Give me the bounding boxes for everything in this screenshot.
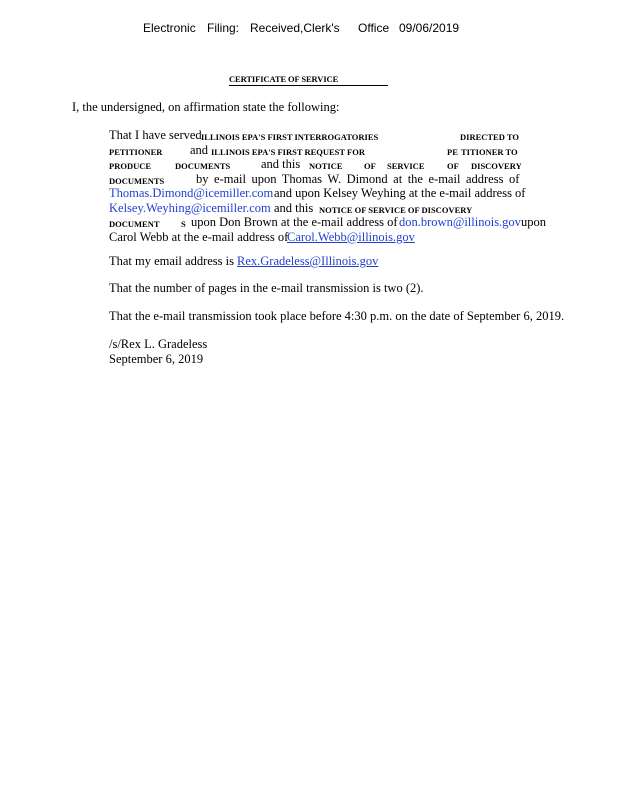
document-name: TITIONER TO [461, 146, 518, 157]
header-received: Received,Clerk's [250, 21, 340, 35]
email-link-brown[interactable]: don.brown@illinois.gov [399, 215, 521, 229]
service-text: and this [261, 157, 301, 171]
document-name: S [181, 219, 186, 229]
email-link-dimond[interactable]: Thomas.Dimond@icemiller.com [109, 186, 274, 200]
service-text: by e-mail upon Thomas W. Dimond at the e-mail address of [196, 171, 520, 186]
service-text: upon Don Brown at the e-mail address of [191, 215, 398, 229]
service-text: upon [521, 215, 546, 229]
document-name: PETITIONER [109, 146, 163, 157]
signature-name: /s/Rex L. Gradeless [109, 337, 208, 351]
document-name: NOTICE [309, 161, 343, 171]
statement-text: That the number of pages in the e-mail transmission is two (2). [109, 281, 424, 295]
document-name: DOCUMENT [109, 219, 160, 229]
email-link-webb[interactable]: Carol.Webb@illinois.gov [287, 229, 415, 244]
signature-block [109, 337, 207, 366]
document-name: PE [447, 146, 458, 157]
service-paragraph [109, 128, 549, 244]
document-name: NOTICE OF SERVICE OF DISCOVERY [319, 204, 473, 215]
service-text: Carol Webb at the e-mail address of [109, 229, 289, 244]
header-filing: Filing: [207, 21, 240, 35]
email-link-weyhing[interactable]: Kelsey.Weyhing@icemiller.com [109, 200, 271, 215]
email-address-paragraph [109, 254, 549, 269]
document-name: ILLINOIS EPA'S FIRST INTERROGATORIES [201, 132, 379, 142]
statement-text: That the e-mail transmission took place before 4:30 p.m. on the date of September 6, 2019. [109, 309, 565, 323]
service-text: That I have served [109, 128, 202, 142]
document-name: SERVICE [387, 161, 425, 171]
statement-text: That my email address is [109, 254, 234, 268]
service-text: and upon Kelsey Weyhing at the e-mail address of [274, 186, 526, 200]
service-text: and [190, 142, 209, 157]
header-date: 09/06/2019 [399, 21, 460, 35]
document-name: OF [447, 161, 459, 171]
document-name: OF [364, 161, 376, 171]
document-name: DIRECTED TO [460, 132, 519, 142]
service-text: and this [274, 200, 314, 215]
transmission-time-paragraph [109, 309, 565, 324]
signature-date: September 6, 2019 [109, 351, 204, 366]
document-name: ILLINOIS EPA'S FIRST REQUEST FOR [211, 146, 365, 157]
document-name: DISCOVERY [471, 161, 522, 171]
document-name: DOCUMENTS [109, 175, 165, 186]
header-office: Office [358, 21, 390, 35]
header-electronic: Electronic [143, 21, 196, 35]
document-name: DOCUMENTS [175, 161, 231, 171]
intro-statement: I, the undersigned, on affirmation state the following: [72, 100, 340, 114]
email-link-gradeless[interactable]: Rex.Gradeless@Illinois.gov [237, 254, 379, 268]
document-title: CERTIFICATE OF SERVICE [229, 74, 388, 86]
document-name: PRODUCE [109, 161, 152, 171]
page-count-paragraph [109, 281, 549, 296]
